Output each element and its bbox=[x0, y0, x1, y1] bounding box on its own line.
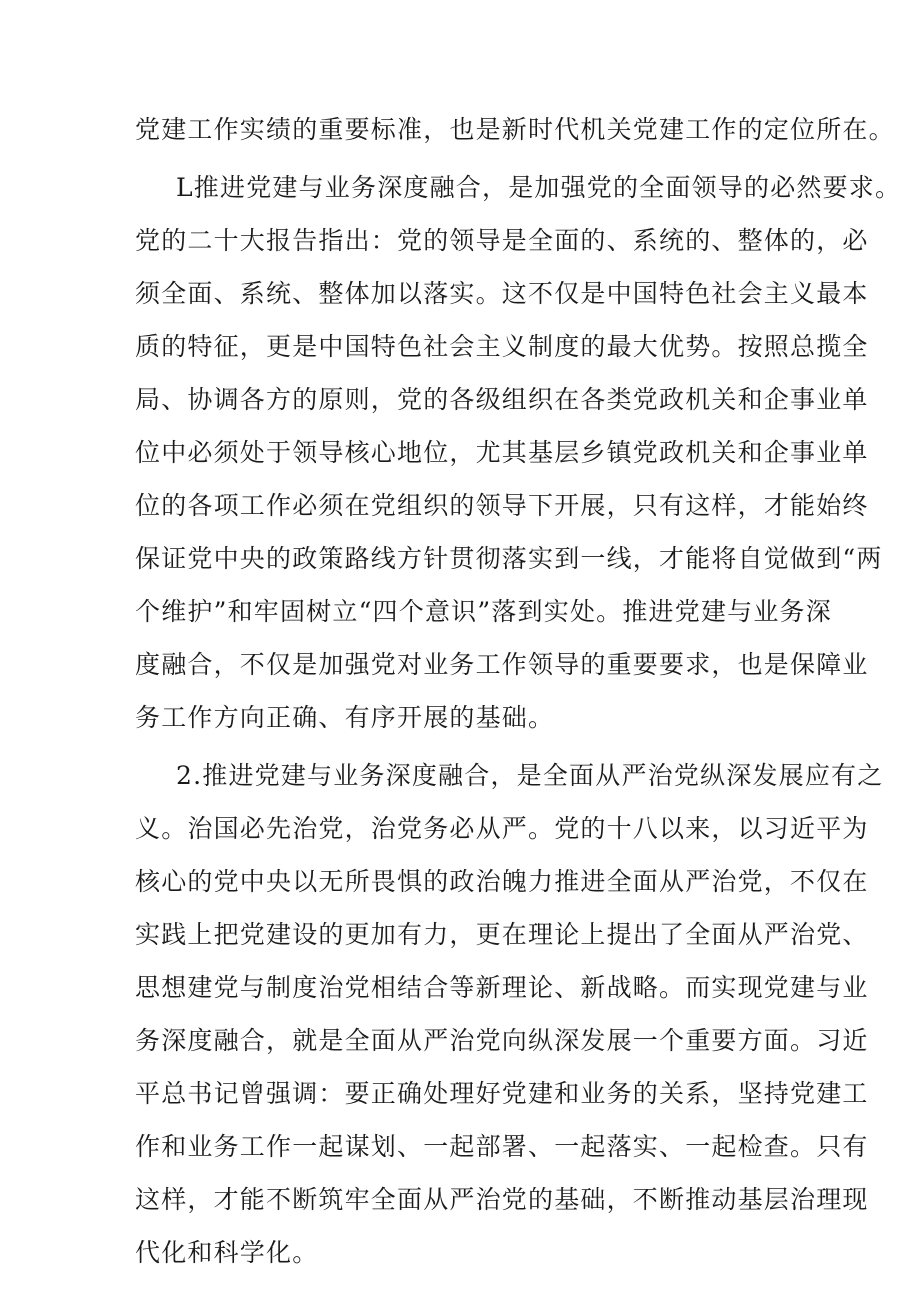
paragraph-2-first-line: 2.推进党建与业务深度融合，是全面从严治党纵深发展应有之 bbox=[176, 761, 884, 790]
text-line: 代化和科学化。 bbox=[135, 1238, 319, 1267]
text-line: 度融合，不仅是加强党对业务工作领导的重要要求，也是保障业 bbox=[135, 650, 869, 679]
text-line: 作和业务工作一起谋划、一起部署、一起落实、一起检查。只有 bbox=[135, 1132, 869, 1161]
text-line: 义。治国必先治党，治党务必从严。党的十八以来，以习近平为 bbox=[135, 814, 869, 843]
text-line: 位中必须处于领导核心地位，尤其基层乡镇党政机关和企事业单 bbox=[135, 438, 869, 467]
text-line: 平总书记曾强调：要正确处理好党建和业务的关系，坚持党建工 bbox=[135, 1079, 869, 1108]
text-line: 保证党中央的政策路线方针贯彻落实到一线，才能将自觉做到“两 bbox=[135, 544, 883, 573]
text-line: 须全面、系统、整体加以落实。这不仅是中国特色社会主义最本 bbox=[135, 279, 869, 308]
text-line: 党建工作实绩的重要标准，也是新时代机关党建工作的定位所在。 bbox=[135, 115, 895, 144]
text-line: 思想建党与制度治党相结合等新理论、新战略。而实现党建与业 bbox=[135, 973, 869, 1002]
text-line: 这样，才能不断筑牢全面从严治党的基础，不断推动基层治理现 bbox=[135, 1185, 869, 1214]
text-line: 实践上把党建设的更加有力，更在理论上提出了全面从严治党、 bbox=[135, 920, 869, 949]
text-line: 党的二十大报告指出：党的领导是全面的、系统的、整体的，必 bbox=[135, 226, 869, 255]
paragraph-1-first-line: L推进党建与业务深度融合，是加强党的全面领导的必然要求。 bbox=[176, 173, 902, 202]
text-line: 务深度融合，就是全面从严治党向纵深发展一个重要方面。习近 bbox=[135, 1026, 869, 1055]
text-line: 位的各项工作必须在党组织的领导下开展，只有这样，才能始终 bbox=[135, 491, 869, 520]
text-line: 务工作方向正确、有序开展的基础。 bbox=[135, 703, 555, 732]
text-line: 核心的党中央以无所畏惧的政治魄力推进全面从严治党，不仅在 bbox=[135, 867, 869, 896]
text-line: 质的特征，更是中国特色社会主义制度的最大优势。按照总揽全 bbox=[135, 332, 869, 361]
text-line: 局、协调各方的原则，党的各级组织在各类党政机关和企事业单 bbox=[135, 385, 869, 414]
text-line: 个维护”和牢固树立“四个意识”落到实处。推进党建与业务深 bbox=[135, 597, 832, 626]
